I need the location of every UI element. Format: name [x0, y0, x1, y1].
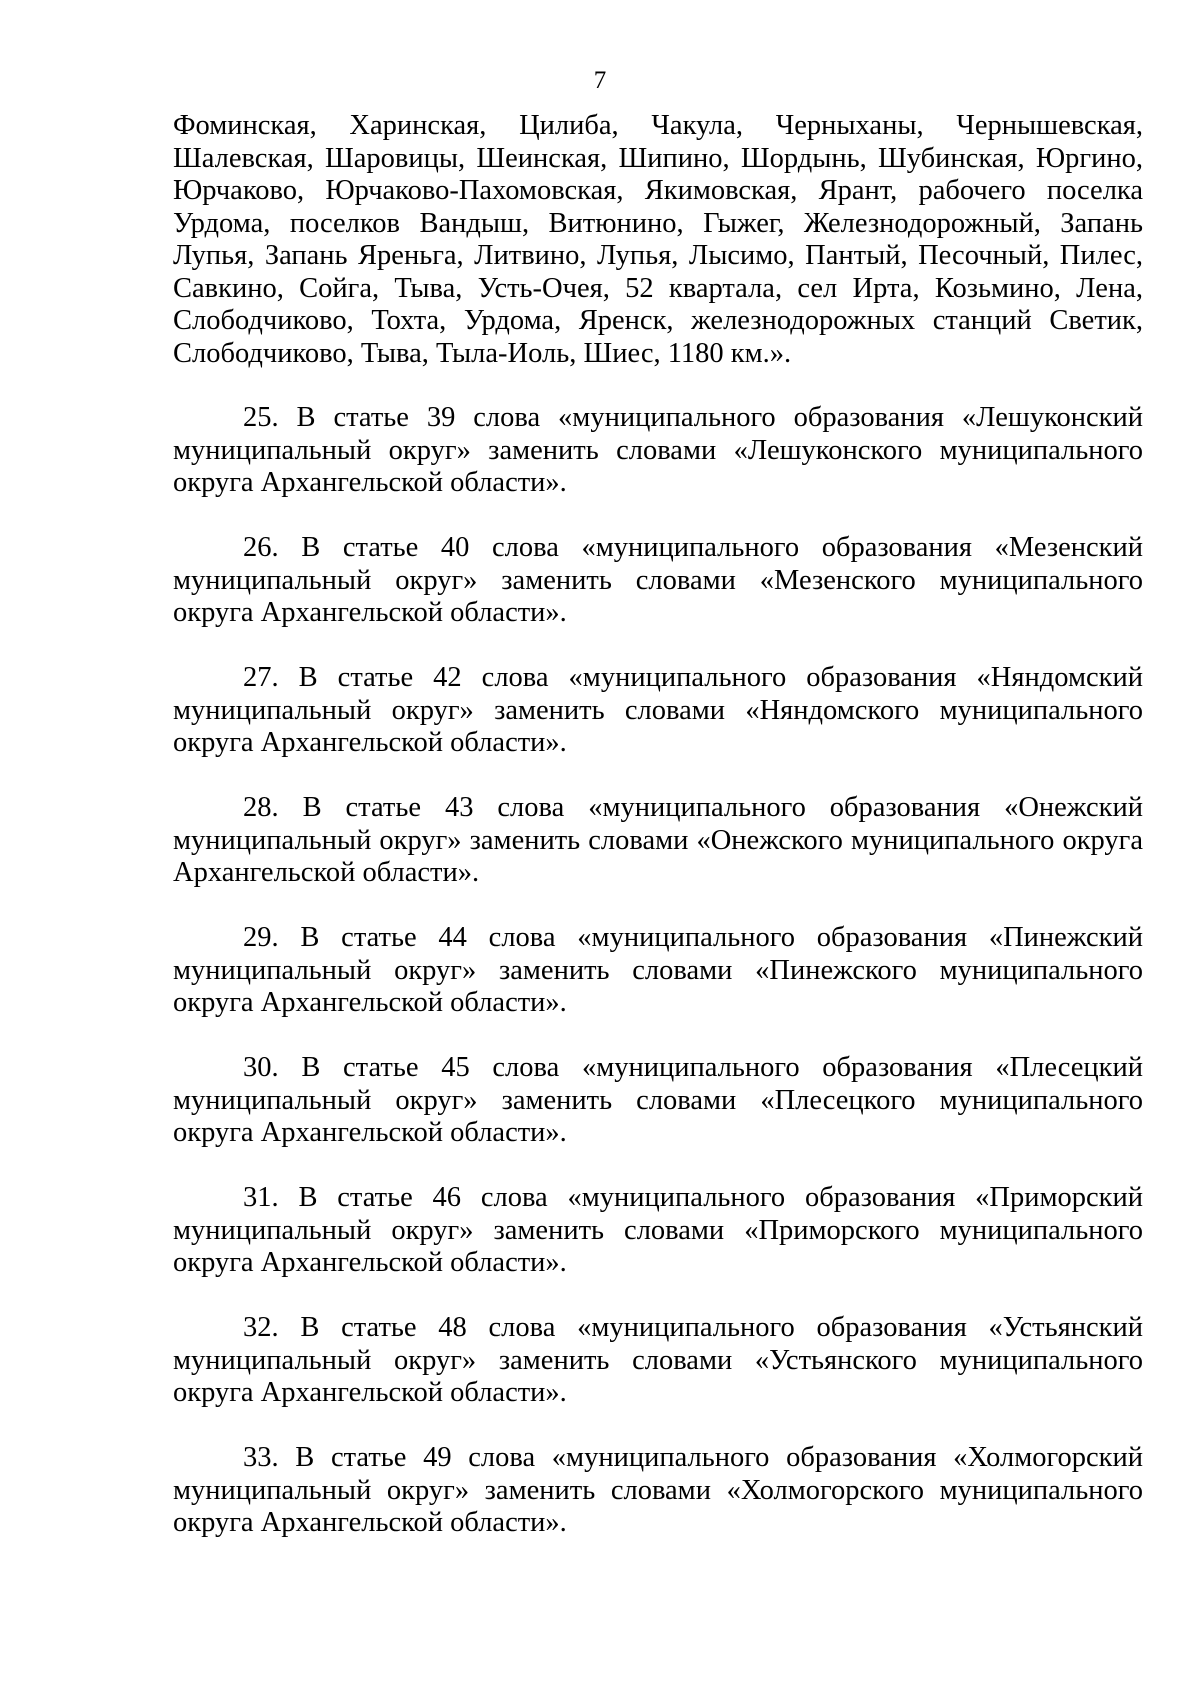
item-28-paragraph: 28. В статье 43 слова «муниципального образования «Онежский муниципальный округ» заменить словами «Онежского муниципального округа Архангельской области». — [173, 792, 1143, 888]
item-33-paragraph: 33. В статье 49 слова «муниципального образования «Холмогорский муниципальный округ» заменить словами «Холмогорского муниципального округа Архангельской области». — [173, 1442, 1143, 1538]
item-31-paragraph: 31. В статье 46 слова «муниципального образования «Приморский муниципальный округ» заменить словами «Приморского муниципального округа Архангельской области». — [173, 1182, 1143, 1278]
document-body — [173, 110, 1143, 1572]
continuation-paragraph: Фоминская, Харинская, Цилиба, Чакула, Черныханы, Чернышевская, Шалевская, Шаровицы, Шеинская, Шипино, Шордынь, Шубинская, Юргино, Юрчаково, Юрчаково-Пахомовская, Якимовская, Ярант, рабочего поселка Урдома, поселков Вандыш, Витюнино, Гыжег, Железнодорожный, Запань Лупья, Запань Яреньга, Литвино, Лупья, Лысимо, Пантый, Песочный, Пилес, Савкино, Сойга, Тыва, Усть-Очея, 52 квартала, сел Ирта, Козьмино, Лена, Слободчиково, Тохта, Урдома, Яренск, железнодорожных станций Светик, Слободчиково, Тыва, Тыла-Иоль, Шиес, 1180 км.». — [173, 110, 1143, 369]
page-number: 7 — [593, 67, 607, 94]
item-32-paragraph: 32. В статье 48 слова «муниципального образования «Устьянский муниципальный округ» заменить словами «Устьянского муниципального округа Архангельской области». — [173, 1312, 1143, 1408]
item-27-paragraph: 27. В статье 42 слова «муниципального образования «Няндомский муниципальный округ» заменить словами «Няндомского муниципального округа Архангельской области». — [173, 662, 1143, 758]
item-30-paragraph: 30. В статье 45 слова «муниципального образования «Плесецкий муниципальный округ» заменить словами «Плесецкого муниципального округа Архангельской области». — [173, 1052, 1143, 1148]
item-26-paragraph: 26. В статье 40 слова «муниципального образования «Мезенский муниципальный округ» заменить словами «Мезенского муниципального округа Архангельской области». — [173, 532, 1143, 628]
item-29-paragraph: 29. В статье 44 слова «муниципального образования «Пинежский муниципальный округ» заменить словами «Пинежского муниципального округа Архангельской области». — [173, 922, 1143, 1018]
item-25-paragraph: 25. В статье 39 слова «муниципального образования «Лешуконский муниципальный округ» заменить словами «Лешуконского муниципального округа Архангельской области». — [173, 402, 1143, 498]
